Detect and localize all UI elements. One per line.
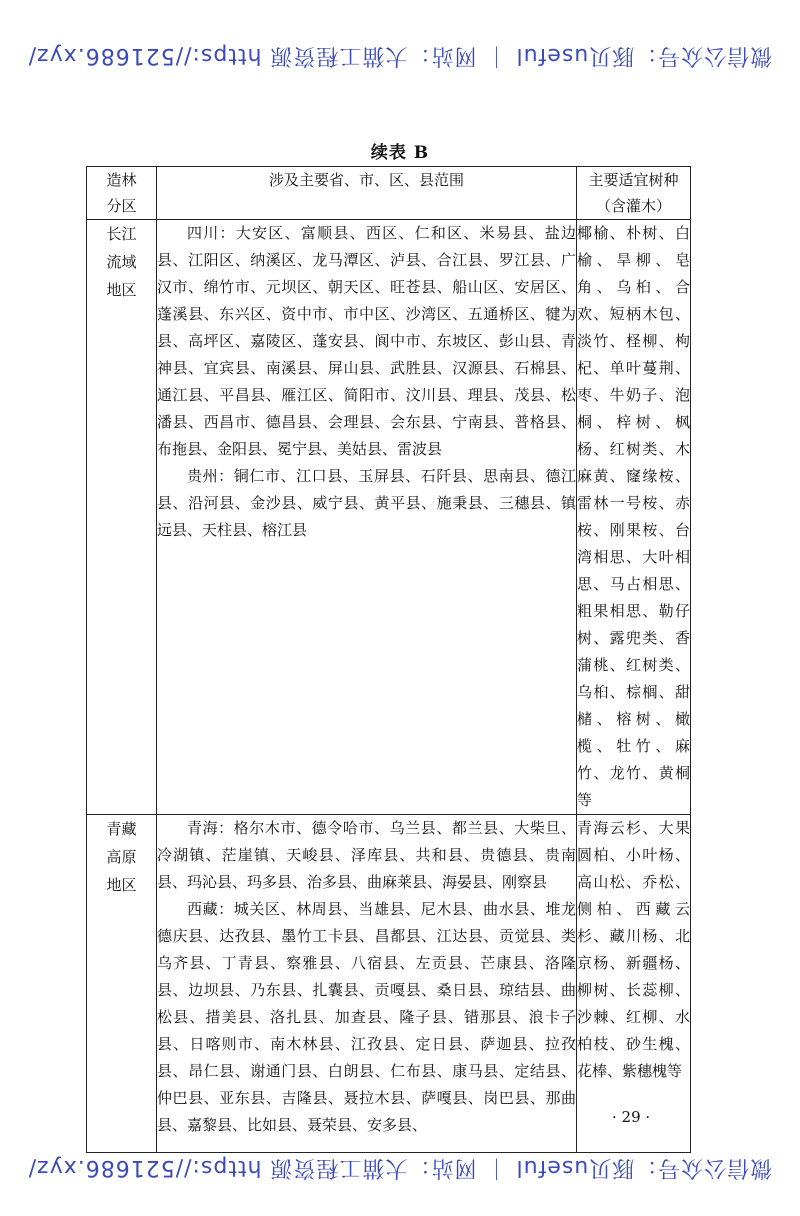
page-number: · 29 · [612, 1108, 651, 1126]
header-scope: 涉及主要省、市、区、县范围 [157, 167, 577, 220]
region-yangtze [87, 220, 157, 815]
species-yangtze: 椰榆、朴树、白榆、旱柳、皂角、乌桕、合欢、短柄木包、淡竹、柽柳、枸杞、单叶蔓荆、枣、牛奶子、泡桐、梓树、枫杨、红树类、木麻黄、窿缘桉、雷林一号桉、赤桉、刚果桉、台湾相思、大叶相思、马占相思、粗果相思、勒仔树、露兜类、香蒲桃、红树类、乌桕、棕榈、甜槠、榕树、橄榄、牡竹、麻竹、龙竹、黄桐等 [577, 220, 691, 815]
table-row-qinghai-tibet [87, 815, 691, 1153]
scope-guizhou: 贵州：铜仁市、江口县、玉屏县、石阡县、思南县、德江县、沿河县、金沙县、威宁县、黄平县、施秉县、三穗县、镇远县、天柱县、榕江县 [157, 467, 576, 539]
scope-sichuan: 四川：大安区、富顺县、西区、仁和区、米易县、盐边县、江阳区、纳溪区、龙马潭区、泸县、合江县、罗江县、广汉市、绵竹市、元坝区、朝天区、旺苍县、船山区、安居区、蓬溪县、东兴区、资中市、市中区、沙湾区、五通桥区、犍为县、高坪区、嘉陵区、蓬安县、阆中市、东坡区、彭山县、青神县、宜宾县、南溪县、屏山县、武胜县、汉源县、石棉县、通江县、平昌县、雁江区、简阳市、汶川县、理县、茂县、松潘县、西昌市、德昌县、会理县、会东县、宁南县、普格县、布拖县、金阳县、冕宁县、美姑县、雷波县 [157, 224, 576, 458]
region-label: 长江流域地区 [106, 225, 137, 299]
scope-qinghai-tibet [157, 815, 577, 1153]
scope-xizang: 西藏：城关区、林周县、当雄县、尼木县、曲水县、堆龙德庆县、达孜县、墨竹工卡县、昌都县、江达县、贡觉县、类乌齐县、丁青县、察雅县、八宿县、左贡县、芒康县、洛隆县、边坝县、乃东县、扎囊县、贡嘎县、桑日县、琼结县、曲松县、措美县、洛扎县、加查县、隆子县、错那县、浪卡子县、日喀则市、南木林县、江孜县、定日县、萨迦县、拉孜县、昂仁县、谢通门县、白朗县、仁布县、康马县、定结县、仲巴县、亚东县、吉隆县、聂拉木县、萨嘎县、岗巴县、那曲县、嘉黎县、比如县、聂荣县、安多县、 [157, 900, 576, 1134]
watermark-bottom: 微信公众号：豚贝useful ｜ 网站：大猫工程资源 https://521686.xyz/ [27, 1155, 773, 1181]
table-row-yangtze [87, 220, 691, 815]
region-qinghai-tibet [87, 815, 157, 1153]
species-qinghai-tibet: 青海云杉、大果圆柏、小叶杨、高山松、乔松、侧柏、西藏云杉、藏川杨、北京杨、新疆杨、柳树、长蕊柳、沙棘、红柳、水柏枝、砂生槐、花棒、紫穗槐等 [577, 815, 691, 1153]
table-title: 续表 B [370, 143, 430, 163]
region-label: 青藏高原地区 [106, 820, 137, 894]
header-row [87, 167, 691, 220]
header-region: 造林分区 [87, 167, 157, 220]
header-species: 主要适宜树种（含灌木） [577, 167, 691, 220]
watermark-top: 微信公众号：豚贝useful ｜ 网站：大猫工程资源 https://521686.xyz/ [27, 43, 773, 69]
forestation-table [86, 166, 691, 1153]
scope-qinghai: 青海：格尔木市、德令哈市、乌兰县、都兰县、大柴旦、冷湖镇、茫崖镇、天峻县、泽库县、共和县、贵德县、贵南县、玛沁县、玛多县、治多县、曲麻莱县、海晏县、刚察县 [157, 819, 576, 891]
scope-yangtze [157, 220, 577, 815]
